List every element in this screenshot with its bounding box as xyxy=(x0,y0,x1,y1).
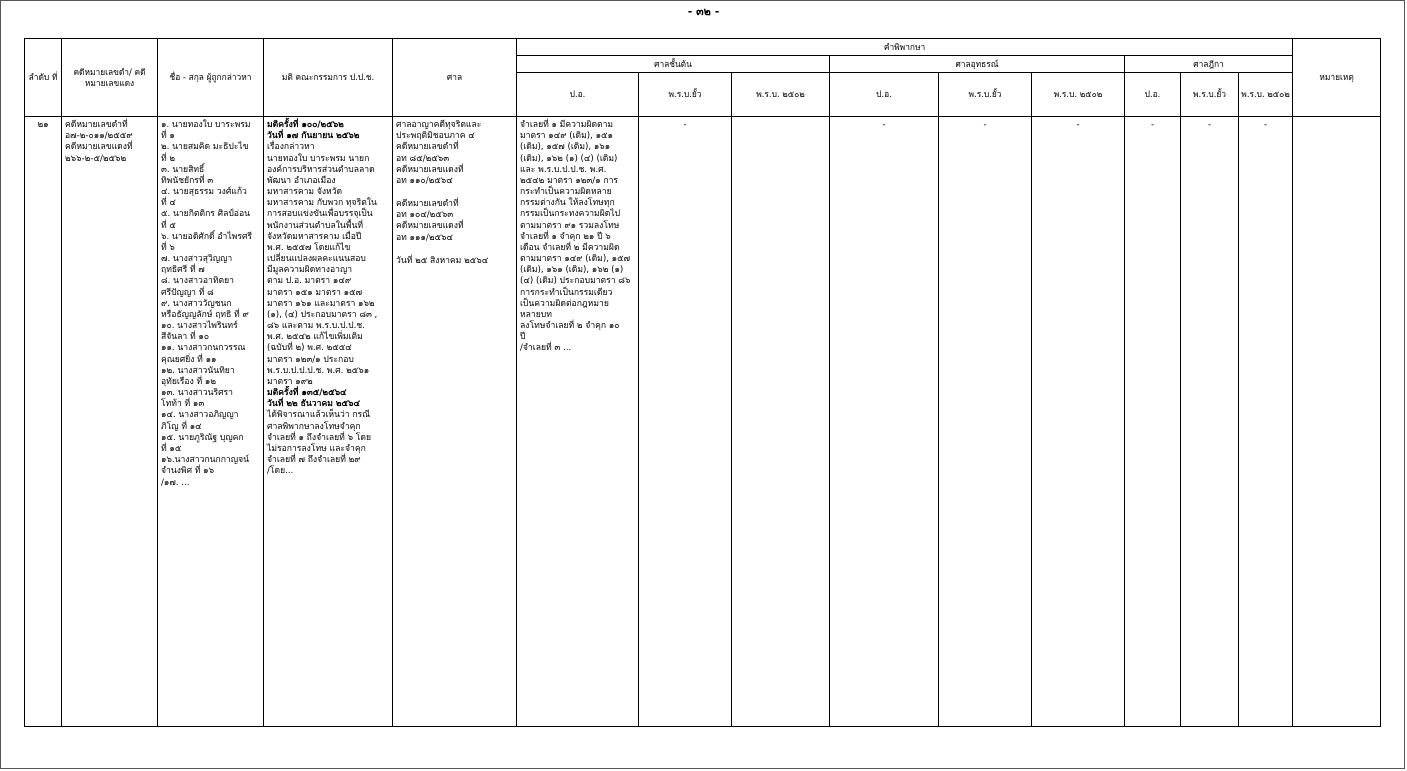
header-supreme-act: พ.ร.บ. ๒๕๐๒ xyxy=(1239,73,1293,117)
text-line: อุทัยเรือง ที่ ๑๒ xyxy=(161,376,217,387)
text-line: /๑๗. ... xyxy=(161,477,190,488)
text-line: อท ๘๕/๒๕๖๓ xyxy=(396,153,450,164)
text-line: ศาลอาญาคดีทุจริตและ xyxy=(396,120,482,130)
text-line: ๑. นายทองใบ บาระพรม xyxy=(161,120,251,130)
text-line: (เดิม), ๑๕๗ (เดิม), ๑๖๑ xyxy=(520,142,611,153)
text-line: มาตรา ๑๕๑ มาตรา ๑๕๗ xyxy=(267,287,363,298)
row-appeal-po: - xyxy=(830,117,939,727)
text-line: เรื่องกล่าวหา xyxy=(267,142,315,153)
text-line: ที่ ๕ xyxy=(161,220,176,231)
row-remark xyxy=(1293,117,1381,727)
text-line: เดือน จำเลยที่ ๒ มีความผิด xyxy=(520,242,620,253)
text-line: ฤทธิศรี ที่ ๗ xyxy=(161,265,205,276)
header-remark: หมายเหตุ xyxy=(1293,39,1381,117)
text-line: ๘. นางสาวอาทิตยา xyxy=(161,276,234,287)
text-line: ที่ ๖ xyxy=(161,242,175,253)
text-line: ๑๓. นางสาวนริศรา xyxy=(161,388,233,399)
text-line: มีมูลความผิดทางอาญา xyxy=(267,265,353,276)
text-line: และ พ.ร.บ.ป.ป.ช. พ.ศ. xyxy=(520,164,607,175)
text-line: สีจันลา ที่ ๑๐ xyxy=(161,332,210,343)
text-line: วันที่ ๒๒ ธันวาคม ๒๕๖๔ xyxy=(267,399,360,410)
header-case-numbers: คดีหมายเลขดำ/ คดีหมายเลขแดง xyxy=(62,39,158,117)
text-line: เป็นความผิดต่อกฎหมาย xyxy=(520,298,609,309)
resolution-block-1 xyxy=(267,120,389,142)
text-line: มติครั้งที่ ๑๐๐/๒๕๖๒ xyxy=(267,120,344,130)
header-court-supreme: ศาลฎีกา xyxy=(1125,56,1293,73)
text-line: คดีหมายเลขดำที่ xyxy=(396,199,459,210)
text-line: พ.ศ. ๒๕๔๒ แก้ไขเพิ่มเติม xyxy=(267,332,363,343)
text-line: ที่ ๑ xyxy=(161,131,175,142)
text-line: ๓. นายสิทธิ์ xyxy=(161,164,205,175)
text-line: มาตรา ๑๔๙ (เดิม), ๑๕๑ xyxy=(520,131,613,142)
text-line: พ.ศ. ๒๕๕๗ โดยแก้ไข xyxy=(267,242,351,253)
row-accused xyxy=(158,117,264,727)
text-line: กรรมต่างกัน ให้ลงโทษทุก xyxy=(520,198,615,209)
header-supreme-po: ป.อ. xyxy=(1125,73,1181,117)
text-line: ที่ ๔ xyxy=(161,198,176,209)
text-line: ๑๐. นางสาวไพรินทร์ xyxy=(161,321,238,332)
text-line: องค์การบริหารส่วนตำบลลาด xyxy=(267,164,375,175)
text-line: เปลี่ยนแปลงผลคะแนนสอบ xyxy=(267,254,366,265)
text-line: ๑๖.นางสาวกนกกาญจน์ xyxy=(161,455,249,466)
text-line: ๒๖๖-๒-๕/๒๕๖๒ xyxy=(65,153,127,164)
text-line: มหาสารคาม กับพวก ทุจริตใน xyxy=(267,198,377,209)
text-line: จำเลยที่ ๗ ถึงจำเลยที่ ๒๙ xyxy=(267,455,361,466)
text-line: (เดิม), ๑๖๑ (เดิม), ๑๖๒ (๑) xyxy=(520,265,624,276)
header-appeal-po: ป.อ. xyxy=(830,73,939,117)
text-line: ศรีปัญญา ที่ ๘ xyxy=(161,287,214,298)
text-line: ลงโทษจำเลยที่ ๒ จำคุก ๑๐ xyxy=(520,321,620,332)
text-line: คดีหมายเลขดำที่ xyxy=(65,120,128,130)
text-line: อท ๑๑๑/๒๕๖๔ xyxy=(396,232,453,243)
text-line: อ๗-๒-๐๑๑/๒๕๕๙ xyxy=(65,131,133,142)
resolution-block-2 xyxy=(267,388,389,410)
text-line: มาตรา ๑๒๓/๑ ประกอบ xyxy=(267,354,354,365)
header-appeal-nomination: พ.ร.บ.ยั้ว xyxy=(939,73,1032,117)
text-line: ๘๖ และตาม พ.ร.บ.ป.ป.ช. xyxy=(267,321,365,332)
resolution-text-1 xyxy=(267,142,389,388)
page-number: - ๓๒ - xyxy=(687,5,720,18)
text-line: ๖. นายอดิศักดิ์ อำไพรศรี xyxy=(161,231,253,242)
text-line: ปี xyxy=(520,332,526,343)
text-line: ภิโญ ที่ ๑๔ xyxy=(161,421,202,432)
text-line: ตาม ป.อ. มาตรา ๑๔๙ xyxy=(267,276,352,287)
text-line: คดีหมายเลขดำที่ xyxy=(396,142,459,153)
text-line: กรรมเป็นกระทงความผิดไป xyxy=(520,209,621,220)
court-date: วันที่ ๒๕ สิงหาคม ๒๕๖๔ xyxy=(396,255,489,266)
text-line: มาตรา ๑๖๑ และมาตรา ๑๖๒ xyxy=(267,298,375,309)
header-seq: ลำดับ ที่ xyxy=(25,39,62,117)
text-line: ศาลพิพากษาลงโทษจำคุก xyxy=(267,421,361,432)
text-line: (๔) (เดิม) ประกอบมาตรา ๘๖ xyxy=(520,276,631,287)
text-line: ๒. นายสมคิด มะธิปะไข xyxy=(161,142,249,153)
text-line: ที่ ๑๕ xyxy=(161,443,182,454)
header-court-appeal: ศาลอุทธรณ์ xyxy=(830,56,1125,73)
text-line: หรือธัญญลักษ์ ฤทธิ ที่ ๙ xyxy=(161,309,249,320)
row-supreme-po: - xyxy=(1125,117,1181,727)
case-record-table xyxy=(24,38,1381,727)
header-supreme-nomination: พ.ร.บ.ยั้ว xyxy=(1181,73,1239,117)
row-first-nomination: - xyxy=(639,117,732,727)
header-first-nomination: พ.ร.บ.ยั้ว xyxy=(639,73,732,117)
text-line: ทิพนัชยักรที่ ๓ xyxy=(161,175,214,186)
row-case-numbers xyxy=(62,117,158,727)
text-line: ตามมาตรา ๑๔๙ (เดิม), ๑๕๗ xyxy=(520,254,631,265)
text-line: /โดย... xyxy=(267,466,294,477)
text-line: อท ๑๑๐/๒๕๖๔ xyxy=(396,175,453,186)
header-accused: ชื่อ - สกุล ผู้ถูกกล่าวหา xyxy=(158,39,264,117)
text-line: จำเลยที่ ๑ ถึงจำเลยที่ ๖ โดย xyxy=(267,432,371,443)
text-line: การสอบแข่งขันเพื่อบรรจุเป็น xyxy=(267,209,373,220)
text-line: ๕. นายกิตติกร ศิลป์อ่อน xyxy=(161,209,250,220)
header-resolution: มติ คณะกรรมการ ป.ป.ช. xyxy=(264,39,393,117)
row-first-act xyxy=(732,117,830,727)
text-line: ตามมาตรา ๙๑ รวมลงโทษ xyxy=(520,220,620,231)
text-line: คดีหมายเลขแดงที่ xyxy=(65,142,133,153)
text-line: ๗. นางสาวสุวิญญา xyxy=(161,254,233,265)
text-line: มหาสารคาม จังหวัด xyxy=(267,187,343,198)
text-line: จังหวัดมหาสารคาม เมื่อปี xyxy=(267,231,362,242)
header-court: ศาล xyxy=(393,39,517,117)
row-supreme-nomination: - xyxy=(1181,117,1239,727)
row-supreme-act: - xyxy=(1239,117,1293,727)
resolution-text-2 xyxy=(267,410,389,477)
text-line: /จำเลยที่ ๓ ... xyxy=(520,343,572,354)
text-line: ประพฤติมิชอบภาค ๔ xyxy=(396,131,475,142)
row-appeal-nomination: - xyxy=(939,117,1032,727)
text-line: โทท้า ที่ ๑๓ xyxy=(161,399,205,410)
text-line: การกระทำเป็นกรรมเดียว xyxy=(520,287,613,298)
row-seq: ๒๑ xyxy=(25,117,62,727)
row-appeal-act: - xyxy=(1032,117,1125,727)
table-row xyxy=(25,117,1381,727)
court-text-2 xyxy=(396,199,513,244)
text-line: พ.ร.บ.ป.ป.ป.ช. พ.ศ. ๒๕๖๑ xyxy=(267,365,370,376)
text-line: กระทำเป็นความผิดหลาย xyxy=(520,187,612,198)
text-line: ๑๒. นางสาวนันทิยา xyxy=(161,365,235,376)
text-line: ๑๔. นางสาวอภิญญา xyxy=(161,410,239,421)
text-line: คุณยศยิ่ง ที่ ๑๑ xyxy=(161,354,217,365)
text-line: ๑๑. นางสาวกนกวรรณ xyxy=(161,343,246,354)
text-line: มติครั้งที่ ๑๓๕/๒๕๖๔ xyxy=(267,388,347,399)
text-line: (เดิม), ๑๖๒ (๑) (๔) (เดิม) xyxy=(520,153,618,164)
header-first-act: พ.ร.บ. ๒๕๐๒ xyxy=(732,73,830,117)
text-line: (ฉบับที่ ๒) พ.ศ. ๒๕๕๔ xyxy=(267,343,352,354)
text-line: อท ๑๐๔/๒๕๖๓ xyxy=(396,210,454,221)
text-line: พัฒนา อำเภอเมือง xyxy=(267,175,336,186)
text-line: หลายบท xyxy=(520,309,552,320)
text-line: ๒๕๔๒ มาตรา ๑๒๓/๑ การ xyxy=(520,175,619,186)
text-line: วันที่ ๑๗ กันยายน ๒๕๖๒ xyxy=(267,131,360,142)
header-appeal-act: พ.ร.บ. ๒๕๐๒ xyxy=(1032,73,1125,117)
header-judgment: คำพิพากษา xyxy=(517,39,1293,56)
text-line: คดีหมายเลขแดงที่ xyxy=(396,221,464,232)
text-line: (๑), (๔) ประกอบมาตรา ๘๓ , xyxy=(267,309,378,320)
text-line: จำนงพิศ ที่ ๑๖ xyxy=(161,466,215,477)
text-line: ได้พิจารณาแล้วเห็นว่า กรณี xyxy=(267,410,371,421)
header-court-first: ศาลชั้นต้น xyxy=(517,56,830,73)
text-line: ๑๕. นายภูริณัฐ บุญคก xyxy=(161,432,244,443)
row-resolution xyxy=(264,117,393,727)
text-line: จำเลยที่ ๑ มีความผิดตาม xyxy=(520,120,614,130)
court-text-1 xyxy=(396,120,513,187)
row-judgment-first-po xyxy=(517,117,639,727)
text-line: ไม่รอการลงโทษ และจำคุก xyxy=(267,443,366,454)
text-line: ที่ ๒ xyxy=(161,153,176,164)
text-line: นายทองใบ บาระพรม นายก xyxy=(267,153,370,164)
text-line: จำเลยที่ ๑ จำคุก ๒๑ ปี ๖ xyxy=(520,231,611,242)
text-line: พนักงานส่วนตำบลในพื้นที่ xyxy=(267,220,363,231)
row-court xyxy=(393,117,517,727)
text-line: ๔. นายสุธรรม วงศ์แก้ว xyxy=(161,187,247,198)
text-line: ๙. นางสาววัญชนก xyxy=(161,298,232,309)
text-line: คดีหมายเลขแดงที่ xyxy=(396,164,464,175)
header-first-po: ป.อ. xyxy=(517,73,639,117)
text-line: มาตรา ๑๙๒ xyxy=(267,376,313,387)
